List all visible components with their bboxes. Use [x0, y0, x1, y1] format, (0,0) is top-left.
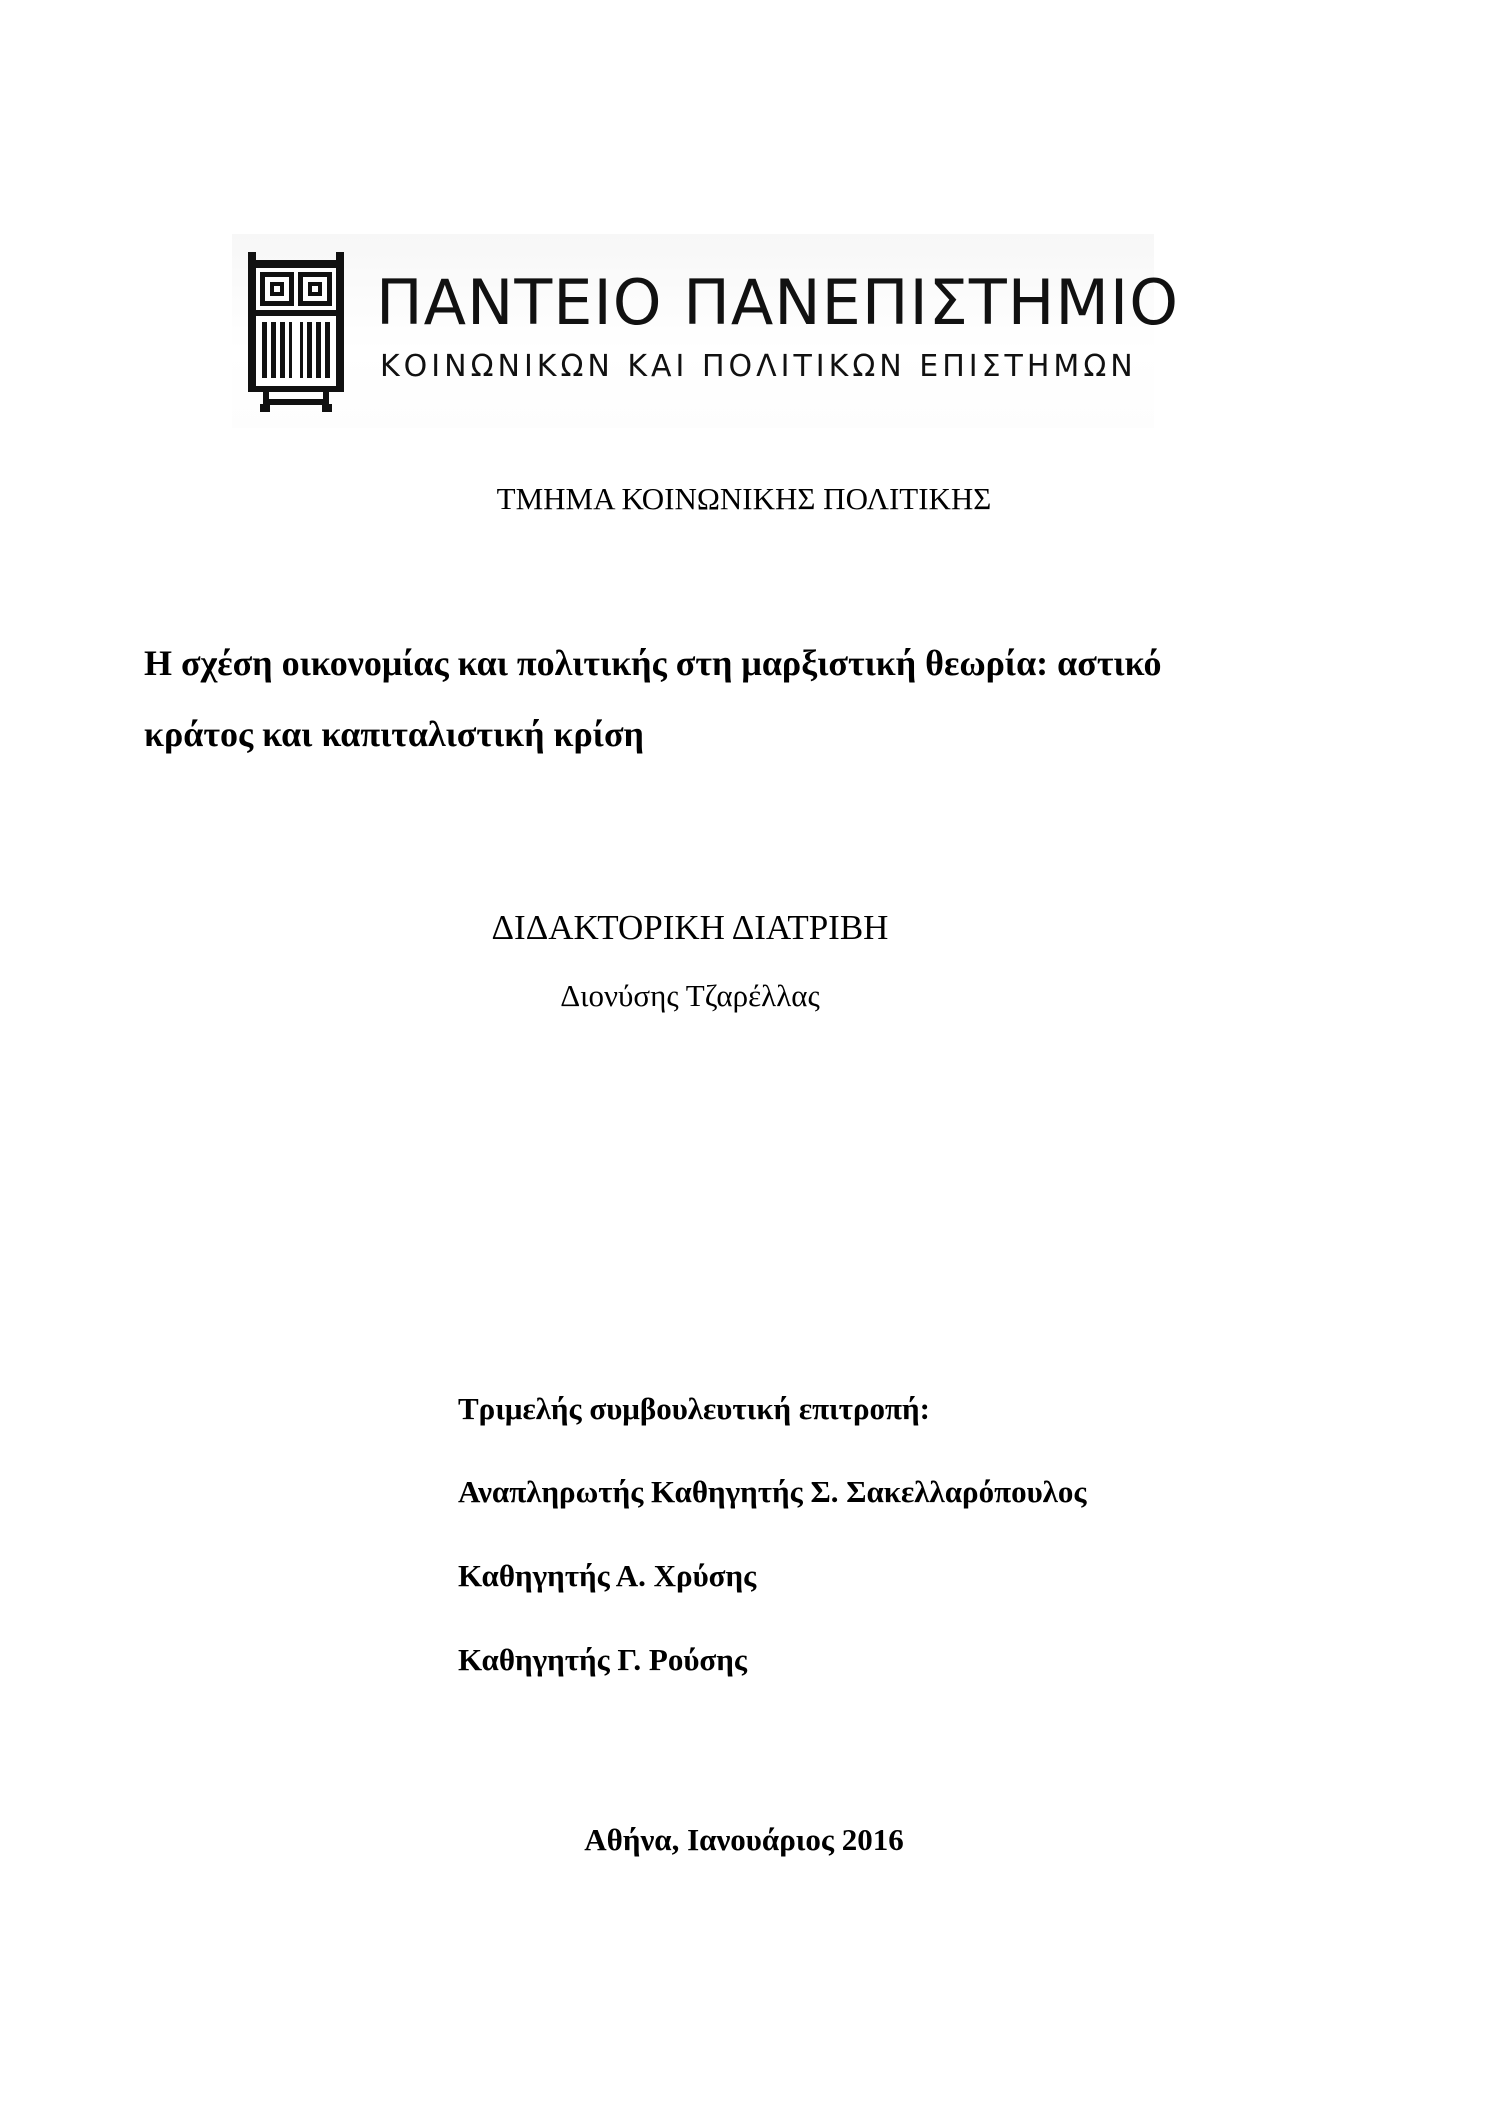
thesis-title-line-2: κράτος και καπιταλιστική κρίση [144, 714, 644, 754]
department-name: ΤΜΗΜΑ ΚΟΙΝΩΝΙΚΗΣ ΠΟΛΙΤΙΚΗΣ [496, 481, 992, 516]
thesis-title-line-1: Η σχέση οικονομίας και πολιτικής στη μαρξιστική θεωρία: αστικό [144, 643, 1162, 683]
university-name: ΠΑΝΤΕΙΟ ΠΑΝΕΠΙΣΤΗΜΙΟ [376, 266, 1179, 339]
committee-member: Καθηγητής Γ. Ρούσης [458, 1642, 747, 1677]
committee-member: Αναπληρωτής Καθηγητής Σ. Σακελλαρόπουλος [458, 1474, 1087, 1509]
university-logo [232, 234, 1179, 428]
document-type: ΔΙΔΑΚΤΟΡΙΚΗ ΔΙΑΤΡΙΒΗ [491, 908, 889, 947]
committee-heading: Τριμελής συμβουλευτική επιτροπή: [458, 1391, 930, 1426]
panteion-owl-emblem-icon [246, 252, 346, 422]
advisory-committee [458, 1393, 1086, 1728]
place-and-date: Αθήνα, Ιανουάριος 2016 [584, 1822, 904, 1857]
committee-member: Καθηγητής Α. Χρύσης [458, 1558, 757, 1593]
thesis-title [144, 628, 1344, 770]
university-subtitle: ΚΟΙΝΩΝΙΚΩΝ ΚΑΙ ΠΟΛΙΤΙΚΩΝ ΕΠΙΣΤΗΜΩΝ [380, 349, 1137, 384]
author-name: Διονύσης Τζαρέλλας [560, 978, 820, 1013]
